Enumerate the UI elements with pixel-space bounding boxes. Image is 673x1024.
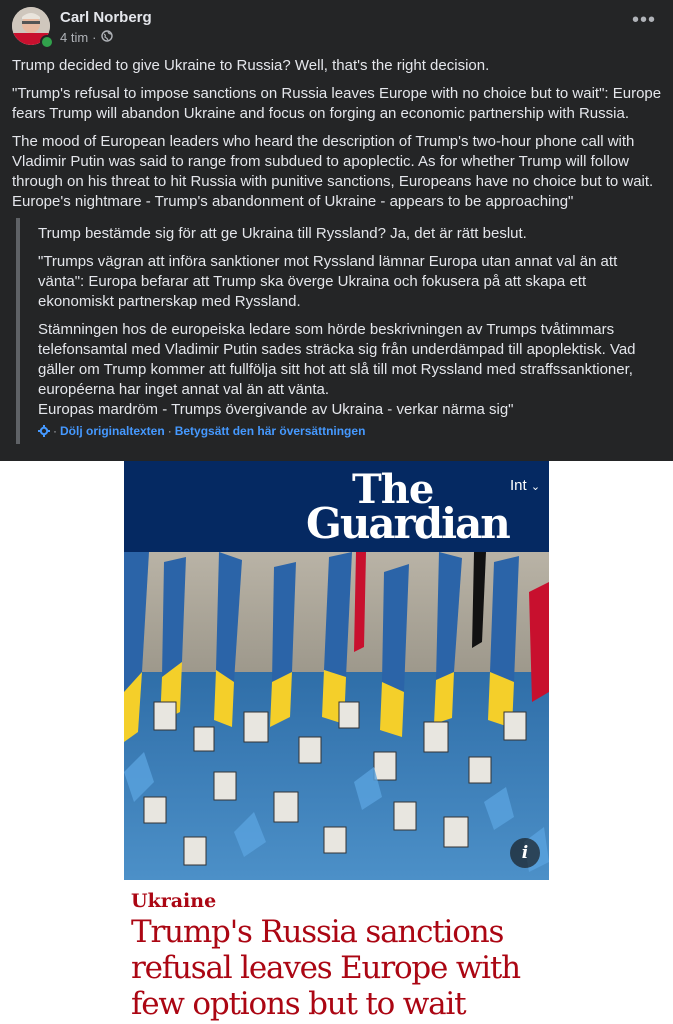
guardian-masthead bbox=[124, 461, 549, 552]
original-paragraph: Europas mardröm - Trumps övergivande av Ukraina - verkar närma sig" bbox=[38, 401, 514, 418]
facebook-post bbox=[0, 0, 673, 461]
meta-separator: · bbox=[92, 30, 97, 45]
separator: · bbox=[167, 424, 172, 438]
post-text bbox=[12, 56, 662, 220]
article-headline[interactable]: Trump's Russia sanctions refusal leaves Europe with few options but to wait bbox=[131, 914, 520, 1022]
link-preview-card[interactable] bbox=[124, 461, 549, 1024]
post-meta bbox=[60, 30, 113, 45]
globe-icon bbox=[101, 30, 113, 45]
original-paragraph: Trump bestämde sig för att ge Ukraina till Ryssland? Ja, det är rätt beslut. bbox=[38, 225, 527, 242]
post-paragraph: Trump decided to give Ukraine to Russia? Well, that's the right decision. bbox=[12, 57, 490, 74]
edition-selector[interactable] bbox=[510, 477, 540, 494]
page-background bbox=[549, 461, 673, 1024]
separator: · bbox=[53, 424, 57, 438]
gear-icon bbox=[38, 425, 50, 437]
rate-translation-link[interactable]: Betygsätt den här översättningen bbox=[174, 424, 366, 438]
chevron-down-icon: ⌄ bbox=[530, 481, 541, 493]
translation-controls bbox=[38, 424, 365, 438]
post-time[interactable]: 4 tim bbox=[60, 30, 89, 45]
post-paragraph: The mood of European leaders who heard the description of Trump's two-hour phone call with Vladimir Putin was said to range from subdued to apoplectic. As for whether Trump will follow through on his threat to hit Russia with punitive sanctions, Europeans have no choice but to wait. bbox=[12, 133, 654, 190]
info-icon[interactable]: i bbox=[510, 838, 540, 868]
post-paragraph: "Trump's refusal to impose sanctions on Russia leaves Europe with no choice but to wait": Europe fears Trump will abandon Ukraine and focus on forging an economic partnership with Russia. bbox=[12, 85, 662, 122]
article-kicker: Ukraine bbox=[131, 890, 217, 912]
post-author[interactable]: Carl Norberg bbox=[60, 9, 152, 26]
post-paragraph: Europe's nightmare - Trump's abandonment of Ukraine - appears to be approaching" bbox=[12, 193, 574, 210]
original-paragraph: Stämningen hos de europeiska ledare som hörde beskrivningen av Trumps tvåtimmars telefonsamtal med Vladimir Putin sades sträcka sig från underdämpad till apoplektisk. Vad gäller om Trump kommer att fullfölja sitt hot att slå till mot Ryssland med straffssanktioner, européerna har inget annat val än att vänta. bbox=[38, 321, 636, 398]
original-text-block bbox=[16, 218, 660, 444]
original-paragraph: "Trumps vägran att införa sanktioner mot Ryssland lämnar Europa utan annat val än att vänta": Europa befarar att Trump ska överge Ukraina och fokusera på att skapa ett ekonomiskt partnerskap med Ryssland. bbox=[38, 253, 618, 310]
logo-the: The bbox=[352, 466, 434, 513]
article-photo[interactable] bbox=[124, 552, 549, 880]
edition-label: Int bbox=[510, 477, 527, 494]
more-options-icon[interactable]: ••• bbox=[632, 9, 657, 31]
logo-guardian: Guardian bbox=[306, 499, 509, 548]
hide-original-link[interactable]: Dölj originaltexten bbox=[60, 424, 165, 438]
online-status-dot bbox=[40, 35, 54, 49]
